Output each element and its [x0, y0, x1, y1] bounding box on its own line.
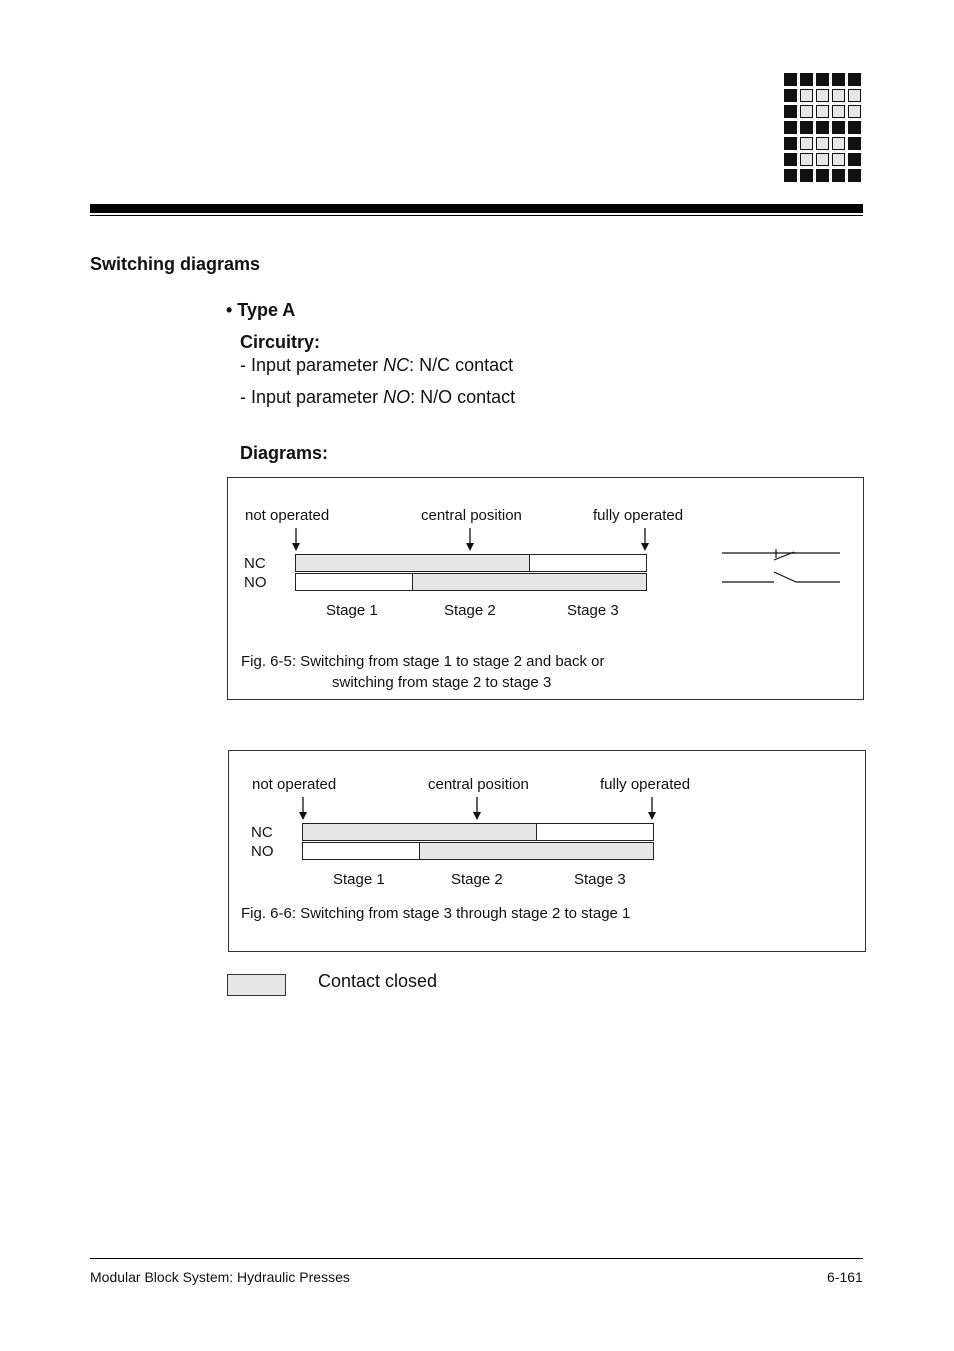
logo-cell — [784, 153, 797, 166]
logo-cell — [816, 121, 829, 134]
circuitry-label: Circuitry: — [240, 332, 321, 352]
param-suffix: : N/C contact — [409, 355, 514, 375]
param-line-no — [240, 387, 515, 408]
company-logo — [784, 73, 864, 183]
no-closed-segment — [419, 843, 653, 859]
param-name: NC — [383, 355, 410, 375]
position-label-not-operated: not operated — [252, 776, 337, 793]
stage-label-3: Stage 3 — [567, 602, 619, 619]
down-arrow-icon — [465, 528, 475, 552]
logo-cell — [800, 89, 813, 102]
logo-cell — [848, 169, 861, 182]
diagrams-label: Diagrams: — [240, 443, 329, 463]
position-label-central: central position — [428, 776, 529, 793]
down-arrow-icon — [640, 528, 650, 552]
stage-label-2: Stage 2 — [451, 871, 503, 888]
row-label-no: NO — [251, 843, 274, 860]
logo-cell — [848, 89, 861, 102]
logo-cell — [832, 105, 845, 118]
stage-label-2: Stage 2 — [444, 602, 496, 619]
figure-caption: Fig. 6-5: Switching from stage 1 to stage 2 and back or — [241, 653, 605, 670]
nc-closed-segment — [296, 555, 530, 571]
logo-cell — [784, 137, 797, 150]
no-contact-bar — [295, 573, 647, 591]
logo-cell — [848, 153, 861, 166]
position-label-not-operated: not operated — [245, 507, 330, 524]
logo-cell — [832, 121, 845, 134]
stage-label-1: Stage 1 — [333, 871, 385, 888]
stage-label-3: Stage 3 — [574, 871, 626, 888]
header-rule-thin — [90, 215, 863, 216]
logo-cell — [800, 73, 813, 86]
position-label-fully-operated: fully operated — [600, 776, 691, 793]
logo-cell — [848, 137, 861, 150]
figure-6-5 — [227, 477, 864, 700]
down-arrow-icon — [298, 797, 308, 821]
type-heading: • Type A — [226, 300, 296, 320]
header-rule-thick — [90, 204, 863, 213]
param-prefix: - Input parameter — [240, 355, 384, 375]
nc-contact-bar — [295, 554, 647, 572]
logo-cell — [800, 105, 813, 118]
footer-rule — [90, 1258, 863, 1259]
nc-contact-bar — [302, 823, 654, 841]
footer-title: Modular Block System: Hydraulic Presses — [90, 1269, 350, 1285]
position-label-central: central position — [421, 507, 522, 524]
param-suffix: : N/O contact — [410, 387, 516, 407]
row-label-nc: NC — [251, 824, 273, 841]
page-number: 6-161 — [827, 1269, 863, 1285]
logo-cell — [832, 73, 845, 86]
no-contact-bar — [302, 842, 654, 860]
figure-6-6 — [228, 750, 866, 952]
logo-cell — [800, 169, 813, 182]
logo-cell — [816, 73, 829, 86]
param-line-nc — [240, 355, 513, 376]
no-closed-segment — [412, 574, 646, 590]
down-arrow-icon — [291, 528, 301, 552]
logo-cell — [784, 121, 797, 134]
logo-cell — [784, 105, 797, 118]
logo-cell — [832, 153, 845, 166]
position-label-fully-operated: fully operated — [593, 507, 684, 524]
logo-cell — [784, 73, 797, 86]
logo-cell — [800, 121, 813, 134]
logo-cell — [800, 137, 813, 150]
logo-cell — [784, 169, 797, 182]
logo-cell — [848, 121, 861, 134]
logo-cell — [848, 105, 861, 118]
logo-cell — [816, 153, 829, 166]
logo-cell — [800, 153, 813, 166]
logo-cell — [816, 105, 829, 118]
logo-cell — [832, 169, 845, 182]
param-prefix: - Input parameter — [240, 387, 384, 407]
logo-cell — [816, 169, 829, 182]
legend-swatch — [227, 974, 286, 996]
row-label-nc: NC — [244, 555, 266, 572]
figure-caption: Fig. 6-6: Switching from stage 3 through stage 2 to stage 1 — [241, 905, 631, 922]
logo-cell — [816, 89, 829, 102]
legend-text: Contact closed — [318, 971, 438, 991]
logo-cell — [832, 89, 845, 102]
contact-symbol-icon — [722, 546, 842, 586]
logo-cell — [784, 89, 797, 102]
down-arrow-icon — [647, 797, 657, 821]
figure-caption-continued: switching from stage 2 to stage 3 — [332, 674, 552, 691]
logo-cell — [816, 137, 829, 150]
down-arrow-icon — [472, 797, 482, 821]
logo-cell — [848, 73, 861, 86]
stage-label-1: Stage 1 — [326, 602, 378, 619]
logo-cell — [832, 137, 845, 150]
section-title: Switching diagrams — [90, 254, 261, 274]
nc-closed-segment — [303, 824, 537, 840]
row-label-no: NO — [244, 574, 267, 591]
param-name: NO — [383, 387, 411, 407]
